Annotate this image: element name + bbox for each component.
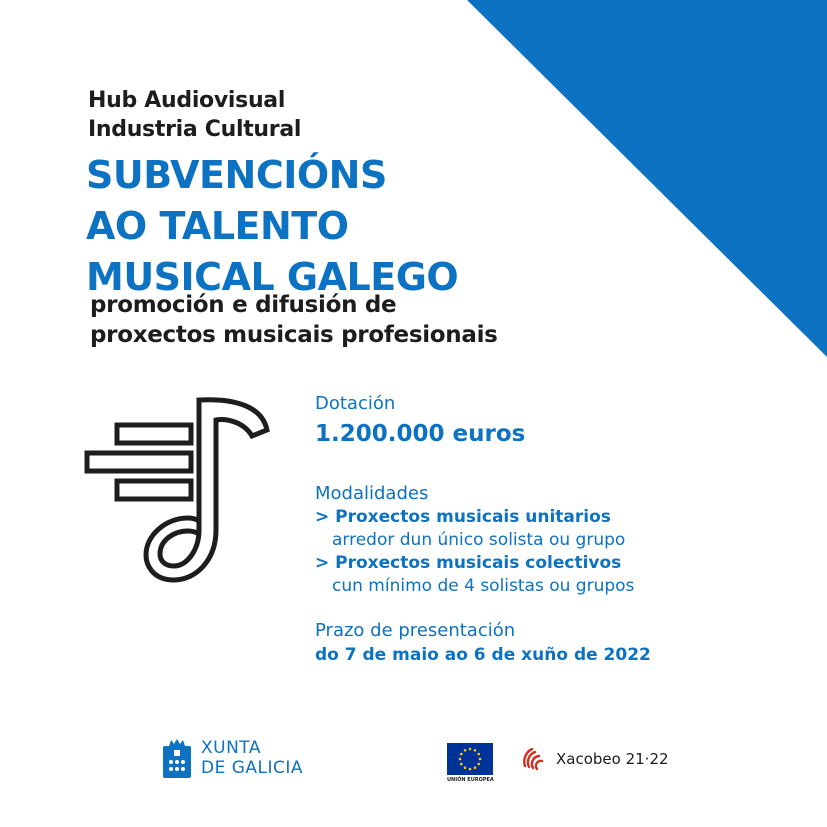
xunta-line-2: DE GALICIA [201, 758, 304, 778]
hub-line-1: Hub Audiovisual [88, 88, 286, 113]
xunta-de-galicia-logo [163, 738, 303, 778]
galicia-crest-icon [163, 738, 191, 778]
xunta-line-1: XUNTA [201, 738, 261, 758]
modalidade-item-2-desc: cun mínimo de 4 solistas ou grupos [332, 576, 635, 596]
info-panel [315, 392, 651, 667]
eu-label: UNIÓN EUROPEA [447, 777, 494, 783]
xacobeo-shell-icon [520, 744, 550, 774]
hub-header [88, 86, 301, 144]
main-title [86, 150, 458, 303]
subtitle-line-2: proxectos musicais profesionais [90, 322, 498, 348]
prazo-dates: do 7 de maio ao 6 de xuño de 2022 [315, 645, 651, 665]
title-line-2: AO TALENTO [86, 204, 349, 248]
xacobeo-label: Xacobeo 21·22 [556, 750, 669, 768]
prazo-label: Prazo de presentación [315, 620, 516, 641]
dotacion-amount: 1.200.000 euros [315, 421, 526, 447]
xacobeo-logo [520, 744, 669, 774]
eu-flag-icon [447, 743, 493, 775]
hub-line-2: Industria Cultural [88, 117, 302, 142]
subtitle [90, 290, 498, 350]
corner-triangle-decoration [467, 0, 827, 357]
modalidade-item-1-desc: arredor dun único solista ou grupo [332, 530, 626, 550]
xunta-text [201, 738, 303, 778]
music-note-icon [84, 390, 284, 590]
dotacion-label: Dotación [315, 393, 396, 414]
title-line-3: MUSICAL GALEGO [86, 255, 459, 299]
modalidade-item-1-title: > Proxectos musicais unitarios [315, 507, 611, 527]
subtitle-line-1: promoción e difusión de [90, 292, 397, 318]
modalidades-label: Modalidades [315, 483, 429, 504]
modalidade-item-2-title: > Proxectos musicais colectivos [315, 553, 622, 573]
title-line-1: SUBVENCIÓNS [86, 153, 387, 197]
